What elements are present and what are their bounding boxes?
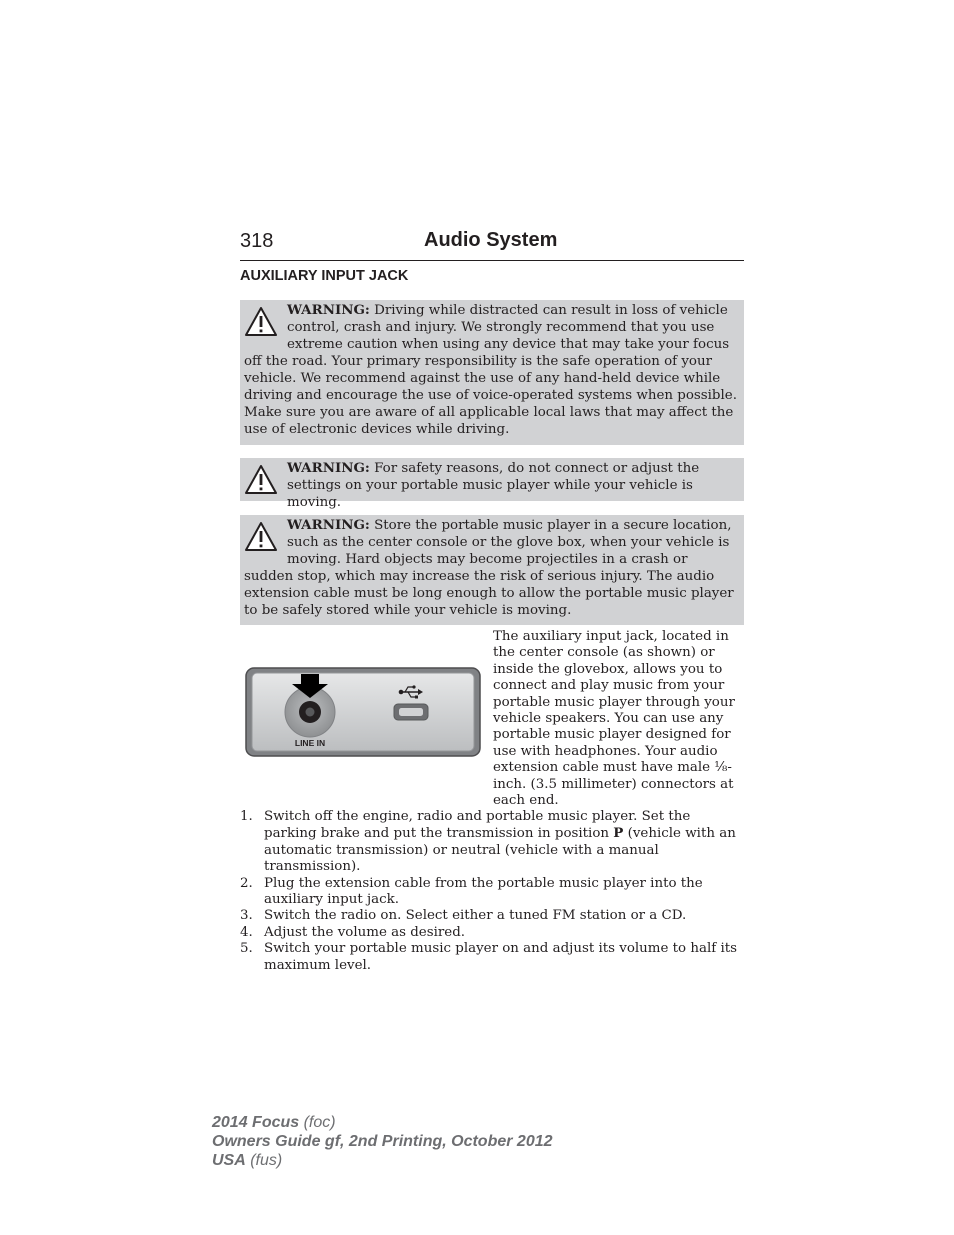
step-number: 2.	[240, 875, 253, 891]
chapter-title: Audio System	[424, 229, 558, 251]
instruction-steps	[240, 809, 744, 974]
list-item	[240, 941, 744, 974]
warning-box-storage	[240, 515, 744, 625]
aux-description: The auxiliary input jack, located in the center console (as shown) or inside the glovebox, allows you to connect and play music from your portable music player through your vehicle speakers. You can use any portable music player designed for use with headphones. Your audio extension cable must have male ⅛-inch. (3.5 millimeter) connectors at each end.	[493, 629, 735, 809]
step-number: 4.	[240, 924, 253, 940]
warning-triangle-icon	[244, 305, 278, 339]
step-bold-term: P	[613, 825, 624, 842]
step-text: Switch the radio on. Select either a tuned FM station or a CD.	[264, 908, 687, 924]
step-text: Switch your portable music player on and adjust its volume to half its maximum level.	[264, 941, 738, 973]
step-text: Switch off the engine, radio and portable music player. Set the parking brake and put the transmission in position	[264, 809, 691, 842]
section-heading: AUXILIARY INPUT JACK	[240, 268, 409, 284]
step-text: (vehicle with an automatic transmission) or neutral (vehicle with a manual transmission).	[264, 826, 736, 875]
step-number: 3.	[240, 908, 253, 924]
warning-box-adjust	[240, 458, 744, 510]
warning-triangle-icon	[244, 463, 278, 497]
footer-model: 2014 Focus	[212, 1114, 300, 1131]
list-item	[240, 809, 744, 876]
page-number: 318	[240, 230, 274, 252]
list-item	[240, 925, 744, 941]
step-text: Plug the extension cable from the portable music player into the auxiliary input jack.	[264, 875, 703, 908]
footer-edition: Owners Guide gf, 2nd Printing, October 2012	[212, 1133, 553, 1150]
footer-model-code: (foc)	[299, 1114, 336, 1131]
warning-triangle-icon	[244, 520, 278, 554]
step-number: 5.	[240, 941, 253, 957]
aux-jack-illustration	[244, 666, 482, 758]
step-number: 1.	[240, 809, 253, 824]
list-item	[240, 908, 744, 924]
warning-body: For safety reasons, do not connect or adjust the settings on your portable music player while your vehicle is moving.	[287, 461, 700, 510]
footer-line	[212, 1113, 553, 1132]
warning-text	[244, 460, 740, 511]
warning-label: WARNING:	[287, 517, 370, 533]
warning-box-distraction	[240, 300, 744, 445]
warning-label: WARNING:	[287, 460, 370, 476]
footer-market-code: (fus)	[245, 1152, 283, 1169]
footer-line	[212, 1151, 553, 1170]
page-header	[240, 228, 744, 261]
warning-body: Driving while distracted can result in loss of vehicle control, crash and injury. We strongly recommend that you use extreme caution when using any device that may take your focus off the road. Your primary responsibility is the safe operation of your vehicle. We recommend against the use of any hand-held device while driving and encourage the use of voice-operated systems when possible. Make sure you are aware of all applicable local laws that may affect the use of electronic devices while driving.	[244, 303, 737, 437]
warning-text	[244, 517, 740, 619]
warning-text	[244, 302, 740, 438]
warning-label: WARNING:	[287, 302, 370, 318]
page-footer	[212, 1113, 553, 1170]
list-item	[240, 876, 744, 909]
warning-body: Store the portable music player in a secure location, such as the center console or the glove box, when your vehicle is moving. Hard objects may become projectiles in a crash or sudden stop, which may increase the risk of serious injury. The audio extension cable must be long enough to allow the portable music player to be safely stored while your vehicle is moving.	[244, 518, 734, 618]
step-text: Adjust the volume as desired.	[264, 924, 466, 940]
footer-market: USA	[212, 1152, 246, 1169]
usb-port	[394, 704, 428, 720]
line-in-label: LINE IN	[294, 738, 326, 748]
